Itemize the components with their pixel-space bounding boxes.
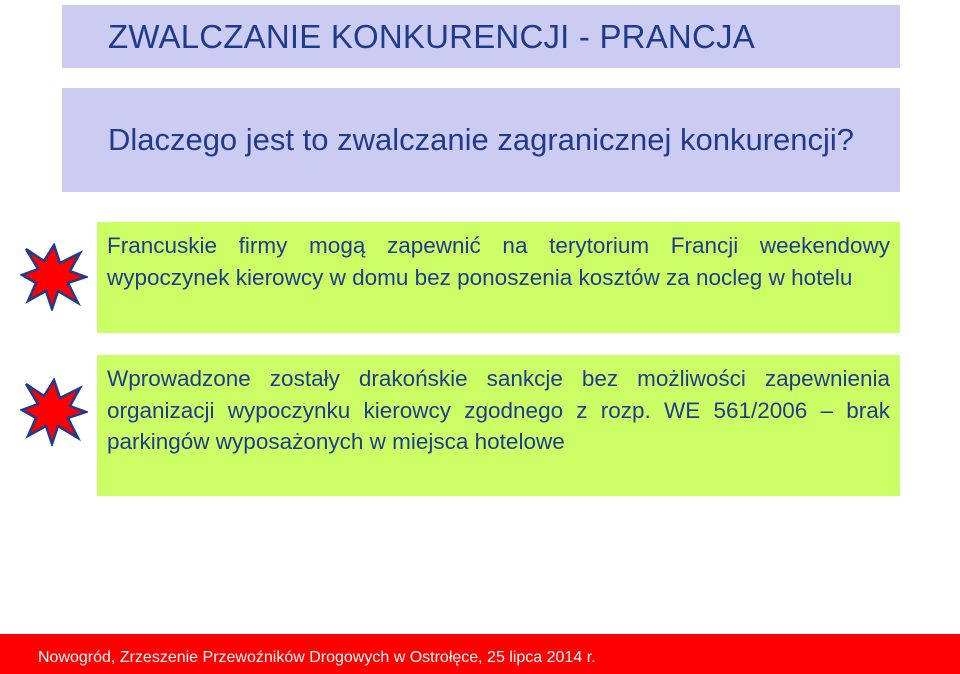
explosion-star-icon — [20, 243, 88, 311]
question-banner — [62, 88, 900, 192]
explosion-star-icon — [20, 378, 88, 446]
slide-question: Dlaczego jest to zwalczanie zagranicznej konkurencji? — [107, 122, 855, 157]
slide-title: ZWALCZANIE KONKURENCJI - PRANCJA — [108, 17, 755, 55]
footer-bar — [0, 634, 960, 674]
bullet-text-2: Wprowadzone zostały drakońskie sankcje bez możliwości zapewnienia organizacji wypoczynku kierowcy zgodnego z rozp. WE 561/2006 – brak parkingów wyposażonych w miejsca hotelowe — [107, 366, 890, 454]
bullet-box-1 — [97, 222, 900, 333]
bullet-text-1: Francuskie firmy mogą zapewnić na terytorium Francji weekendowy wypoczynek kierowcy w domu bez ponoszenia kosztów za nocleg w hotelu — [107, 233, 890, 290]
title-banner — [62, 5, 900, 68]
bullet-box-2 — [97, 355, 900, 496]
footer-text: Nowogród, Zrzeszenie Przewoźników Drogowych w Ostrołęce, 25 lipca 2014 r. — [38, 649, 596, 666]
